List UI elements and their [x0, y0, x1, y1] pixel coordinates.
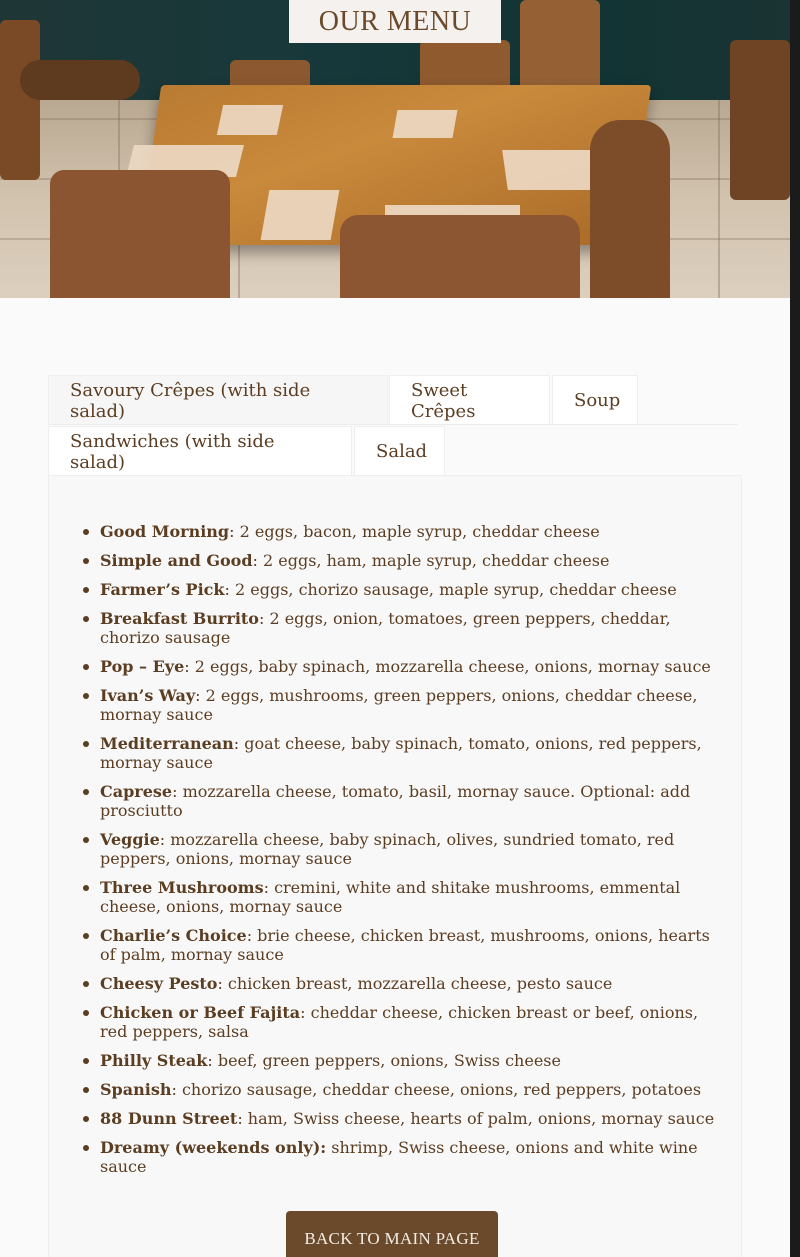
menu-item-description: : 2 eggs, bacon, maple syrup, cheddar cheese — [229, 522, 600, 541]
tab-sweet-crepes[interactable] — [389, 375, 550, 425]
tab-sandwiches[interactable] — [48, 426, 352, 476]
menu-item-description: : chorizo sausage, cheddar cheese, onions, red peppers, potatoes — [171, 1080, 702, 1099]
back-to-main-page-button[interactable] — [286, 1211, 498, 1257]
menu-item-description: : cremini, white and shitake mushrooms, emmental cheese, onions, mornay sauce — [100, 878, 681, 916]
menu-item-description: : beef, green peppers, onions, Swiss cheese — [207, 1051, 561, 1070]
menu-item — [100, 551, 720, 570]
menu-item — [100, 686, 720, 724]
scrollbar-gutter[interactable] — [790, 0, 800, 1257]
menu-item-description: : 2 eggs, baby spinach, mozzarella cheese, onions, mornay sauce — [184, 657, 711, 676]
menu-item — [100, 830, 720, 868]
menu-item — [100, 782, 720, 820]
menu-item — [100, 1109, 720, 1128]
menu-item-description: : cheddar cheese, chicken breast or beef, onions, red peppers, salsa — [100, 1003, 699, 1041]
menu-item — [100, 1051, 720, 1070]
menu-item — [100, 609, 720, 647]
menu-item-description: : chicken breast, mozzarella cheese, pesto sauce — [217, 974, 613, 993]
menu-item-description: : 2 eggs, onion, tomatoes, green peppers, cheddar, chorizo sausage — [100, 609, 671, 647]
menu-item-name: Cheesy Pesto — [100, 974, 218, 993]
menu-item — [100, 1080, 720, 1099]
menu-item-description: : 2 eggs, mushrooms, green peppers, onions, cheddar cheese, mornay sauce — [100, 686, 698, 724]
menu-item — [100, 734, 720, 772]
menu-item — [100, 878, 720, 916]
menu-item — [100, 1138, 720, 1176]
menu-item — [100, 926, 720, 964]
page-title: OUR MENU — [318, 5, 472, 37]
tab-label: Salad — [376, 441, 428, 462]
hero-table-back — [20, 60, 140, 100]
menu-item-name: Ivan’s Way — [100, 686, 196, 705]
menu-item — [100, 1003, 720, 1041]
menu-title-box — [289, 0, 501, 43]
menu-item-name: Simple and Good — [100, 551, 253, 570]
menu-item-description: : 2 eggs, ham, maple syrup, cheddar cheese — [252, 551, 610, 570]
menu-item — [100, 522, 720, 541]
tab-soup[interactable] — [552, 375, 638, 425]
hero-chair-front — [340, 215, 580, 298]
menu-list — [100, 522, 720, 1186]
menu-item-name: Charlie’s Choice — [100, 926, 247, 945]
menu-item-description: : mozzarella cheese, tomato, basil, mornay sauce. Optional: add prosciutto — [100, 782, 691, 820]
menu-item-description: : ham, Swiss cheese, hearts of palm, onions, mornay sauce — [237, 1109, 715, 1128]
hero-banner-image — [0, 0, 790, 298]
menu-item-name: Good Morning — [100, 522, 230, 541]
menu-item-name: 88 Dunn Street — [100, 1109, 238, 1128]
tab-panel-savoury-crepes — [48, 475, 742, 1257]
hero-placemat — [217, 105, 283, 135]
hero-placemat — [393, 110, 458, 138]
menu-item-name: Mediterranean — [100, 734, 234, 753]
hero-chair — [0, 20, 40, 180]
menu-item — [100, 657, 720, 676]
menu-item-description: : brie cheese, chicken breast, mushrooms, onions, hearts of palm, mornay sauce — [100, 926, 710, 964]
hero-placemat — [261, 190, 340, 240]
hero-chair-front — [50, 170, 230, 298]
tab-label: Soup — [574, 390, 621, 411]
menu-item-description: : 2 eggs, chorizo sausage, maple syrup, cheddar cheese — [224, 580, 677, 599]
tab-savoury-crepes[interactable] — [48, 375, 388, 425]
menu-item — [100, 974, 720, 993]
menu-item-name: Chicken or Beef Fajita — [100, 1003, 301, 1022]
menu-item-name: Philly Steak — [100, 1051, 208, 1070]
back-button-label: BACK TO MAIN PAGE — [304, 1229, 480, 1248]
menu-item-name: Three Mushrooms — [100, 878, 264, 897]
menu-item-name: Dreamy (weekends only): — [100, 1138, 327, 1157]
tab-label: Savoury Crêpes (with side salad) — [70, 379, 311, 422]
tab-label: Sandwiches (with side salad) — [70, 430, 275, 473]
tab-label: Sweet Crêpes — [411, 379, 476, 422]
menu-item-name: Farmer’s Pick — [100, 580, 225, 599]
menu-item-description: : mozzarella cheese, baby spinach, olives, sundried tomato, red peppers, onions, mornay sauce — [100, 830, 675, 868]
menu-item-name: Veggie — [100, 830, 160, 849]
menu-item-description: : goat cheese, baby spinach, tomato, onions, red peppers, mornay sauce — [100, 734, 702, 772]
menu-item-name: Breakfast Burrito — [100, 609, 259, 628]
tab-divider — [48, 424, 738, 425]
menu-item-name: Spanish — [100, 1080, 172, 1099]
menu-item — [100, 580, 720, 599]
menu-item-name: Pop – Eye — [100, 657, 185, 676]
hero-chair-front — [590, 120, 670, 298]
menu-item-name: Caprese — [100, 782, 173, 801]
tab-salad[interactable] — [354, 426, 445, 476]
menu-item-description: shrimp, Swiss cheese, onions and white wine sauce — [100, 1138, 698, 1176]
hero-chair — [730, 40, 790, 200]
